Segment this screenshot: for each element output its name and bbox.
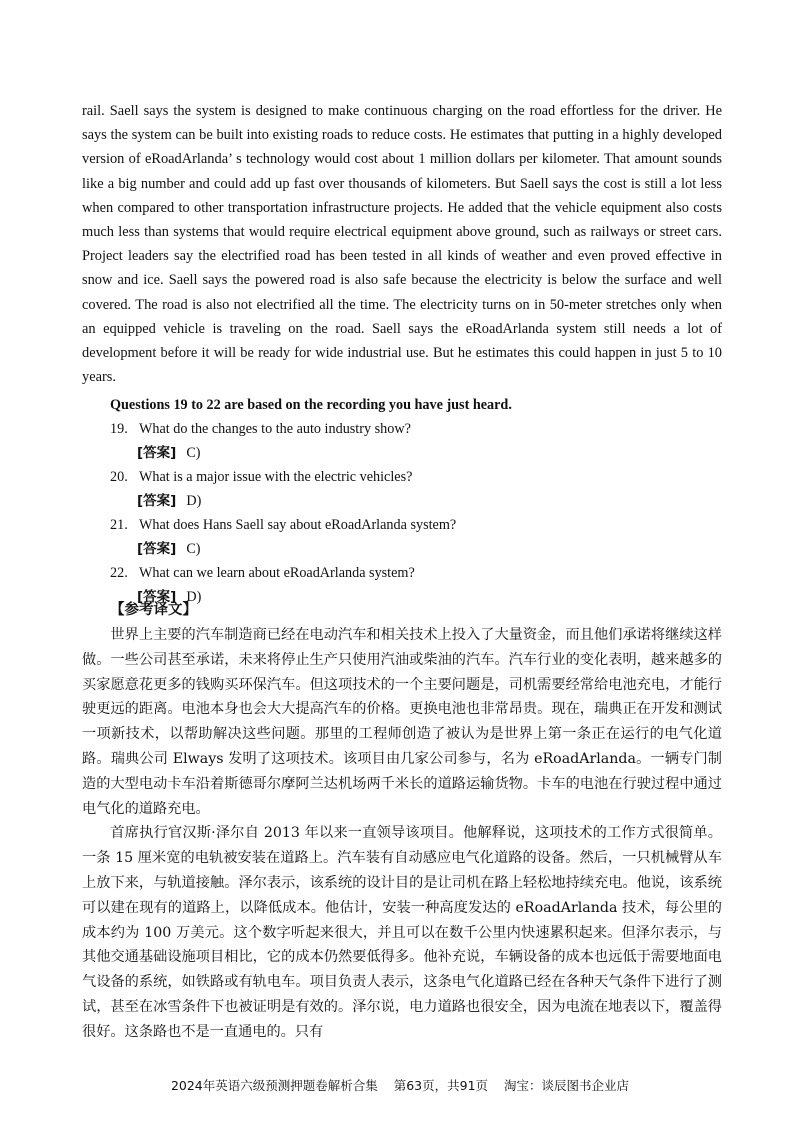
question-row <box>110 417 722 441</box>
question-number: 21. <box>110 517 128 533</box>
answer-tag: [答案] <box>137 445 177 461</box>
answer-tag: [答案] <box>137 541 177 557</box>
answer-row <box>137 537 722 561</box>
question-number: 20. <box>110 469 128 485</box>
answer-tag: [答案] <box>137 493 177 509</box>
answer-value: C) <box>186 541 201 557</box>
question-row <box>110 465 722 489</box>
question-row <box>110 561 722 585</box>
answer-row <box>137 585 722 609</box>
question-text: What do the changes to the auto industry show? <box>139 421 411 437</box>
answer-value: C) <box>186 445 201 461</box>
answer-tag: [答案] <box>137 589 177 605</box>
english-transcript <box>82 99 722 389</box>
answer-row <box>137 489 722 513</box>
footer-book-title: 2024年英语六级预测押题卷解析合集 <box>170 1078 378 1093</box>
question-number: 22. <box>110 565 128 581</box>
question-text: What is a major issue with the electric vehicles? <box>139 469 413 485</box>
answer-value: D) <box>186 589 202 605</box>
chinese-translation <box>82 623 722 1045</box>
reference-translation-heading: 【参考译文】 <box>110 602 197 618</box>
page-footer <box>0 1076 800 1094</box>
english-paragraph: rail. Saell says the system is designed to make continuous charging on the road effortless for the driver. He says the system can be built into existing roads to reduce costs. He estimates that putting in a highly developed version of eRoadArlanda’ s technology would cost about 1 million dollars per kilometer. That amount sounds like a big number and could add up fast over thousands of kilometers. But Saell says the cost is still a lot less when compared to other transportation infrastructure projects. He added that the vehicle equipment also costs much less than systems that would require electrical equipment above ground, such as railways or street cars. Project leaders say the electrified road has been tested in all kinds of weather and even proved effective in snow and ice. Saell says the powered road is also safe because the electricity is below the surface and well covered. The road is also not electrified all the time. The electricity turns on in 50-meter stretches only when an equipped vehicle is traveling on the road. Saell says the eRoadArlanda system still needs a lot of development before it will be ready for wide industrial use. But he estimates this could happen in just 5 to 10 years. <box>82 103 722 386</box>
answer-value: D) <box>186 493 202 509</box>
questions-heading: Questions 19 to 22 are based on the recording you have just heard. <box>110 397 512 413</box>
answer-row <box>137 441 722 465</box>
footer-shop: 淘宝：谈辰图书企业店 <box>504 1078 630 1093</box>
question-number: 19. <box>110 421 128 437</box>
question-row <box>110 513 722 537</box>
question-text: What does Hans Saell say about eRoadArlanda system? <box>139 517 457 533</box>
question-text: What can we learn about eRoadArlanda system? <box>139 565 415 581</box>
footer-page-info: 第63页，共91页 <box>393 1078 489 1093</box>
questions-section <box>82 393 722 609</box>
chinese-paragraph: 世界上主要的汽车制造商已经在电动汽车和相关技术上投入了大量资金，而且他们承诺将继续这样做。一些公司甚至承诺，未来将停止生产只使用汽油或柴油的汽车。汽车行业的变化表明，越来越多的买家愿意花更多的钱购买环保汽车。但这项技术的一个主要问题是，司机需要经常给电池充电，才能行驶更远的距离。电池本身也会大大提高汽车的价格。更换电池也非常昂贵。现在，瑞典正在开发和测试一项新技术，以帮助解决这些问题。那里的工程师创造了被认为是世界上第一条正在运行的电气化道路。瑞典公司 Elways 发明了这项技术。该项目由几家公司参与，名为 eRoadArlanda。一辆专门制造的大型电动卡车沿着斯德哥尔摩阿兰达机场两千米长的道路运输货物。卡车的电池在行驶过程中通过电气化的道路充电。 <box>82 627 722 817</box>
chinese-paragraph: 首席执行官汉斯·泽尔自 2013 年以来一直领导该项目。他解释说，这项技术的工作方式很简单。一条 15 厘米宽的电轨被安装在道路上。汽车装有自动感应电气化道路的设备。然后，一只机械臂从车上放下来，与轨道接触。泽尔表示，该系统的设计目的是让司机在路上轻松地持续充电。他说，该系统可以建在现有的道路上，以降低成本。他估计，安装一种高度发达的 eRoadArlanda 技术，每公里的成本约为 100 万美元。这个数字听起来很大，并且可以在数千公里内快速累积起来。但泽尔表示，与其他交通基础设施项目相比，它的成本仍然要低得多。他补充说，车辆设备的成本也远低于需要地面电气设备的系统，如铁路或有轨电车。项目负责人表示，这条电气化道路已经在各种天气条件下进行了测试，甚至在冰雪条件下也被证明是有效的。泽尔说，电力道路也很安全，因为电流在地表以下，覆盖得很好。这条路也不是一直通电的。只有 <box>82 825 722 1040</box>
